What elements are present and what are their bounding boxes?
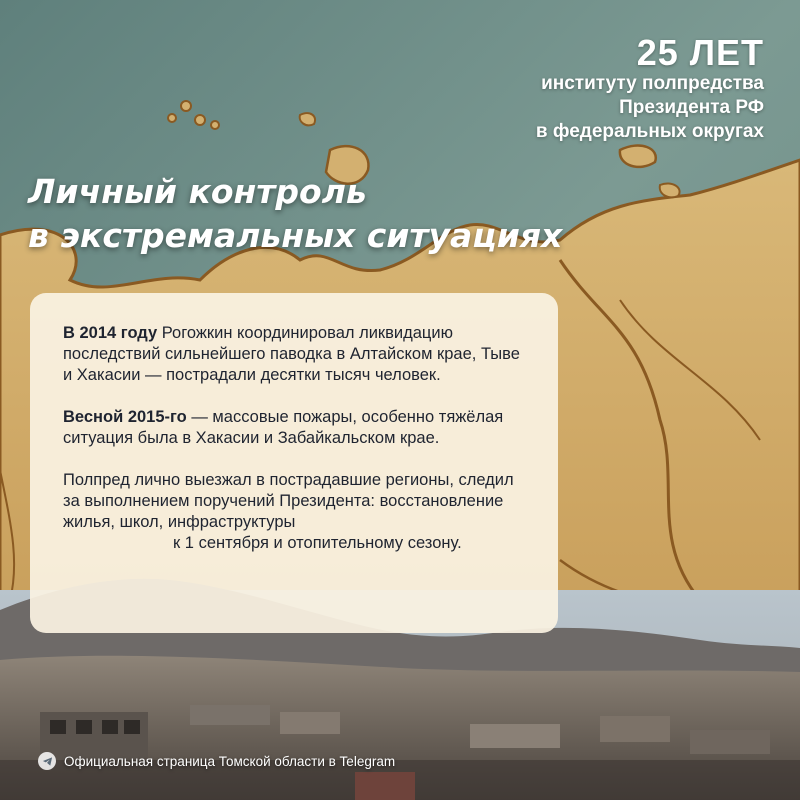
anniversary-badge	[536, 34, 764, 144]
telegram-icon	[38, 752, 56, 770]
badge-line-1: институту полпредства	[541, 73, 764, 94]
footer-text: Официальная страница Томской области в Telegram	[64, 753, 396, 769]
headline-line-1: Личный контроль	[28, 172, 367, 211]
headline-line-2: в экстремальных ситуациях	[28, 216, 563, 255]
badge-line-2: Президента РФ	[619, 97, 764, 118]
headline	[28, 170, 562, 258]
paragraph-actions	[63, 470, 528, 554]
paragraph-2014-text: Рогожкин координировал ликвидацию последствий сильнейшего паводка в Алтайском крае, Тыве и Хакасии — пострадали десятки тысяч человек.	[63, 324, 520, 384]
badge-title: 25 ЛЕТ	[636, 32, 764, 73]
paragraph-actions-last: к 1 сентября и отопительному сезону.	[173, 534, 462, 552]
paragraph-2014-lead: В 2014 году	[63, 324, 158, 342]
badge-line-3: в федеральных округах	[535, 121, 764, 142]
paragraph-2014	[63, 323, 528, 386]
paragraph-2015	[63, 407, 528, 449]
telegram-footer[interactable]	[38, 752, 395, 770]
paragraph-actions-text: Полпред лично выезжал в пострадавшие регионы, следил за выполнением поручений Президента: восстановление жилья, школ, инфраструктуры	[63, 471, 514, 531]
paragraph-2015-lead: Весной 2015-го	[63, 408, 187, 426]
info-card	[30, 293, 558, 633]
paragraph-2015-text: — массовые пожары, особенно тяжёлая ситуация была в Хакасии и Забайкальском крае.	[63, 408, 504, 447]
